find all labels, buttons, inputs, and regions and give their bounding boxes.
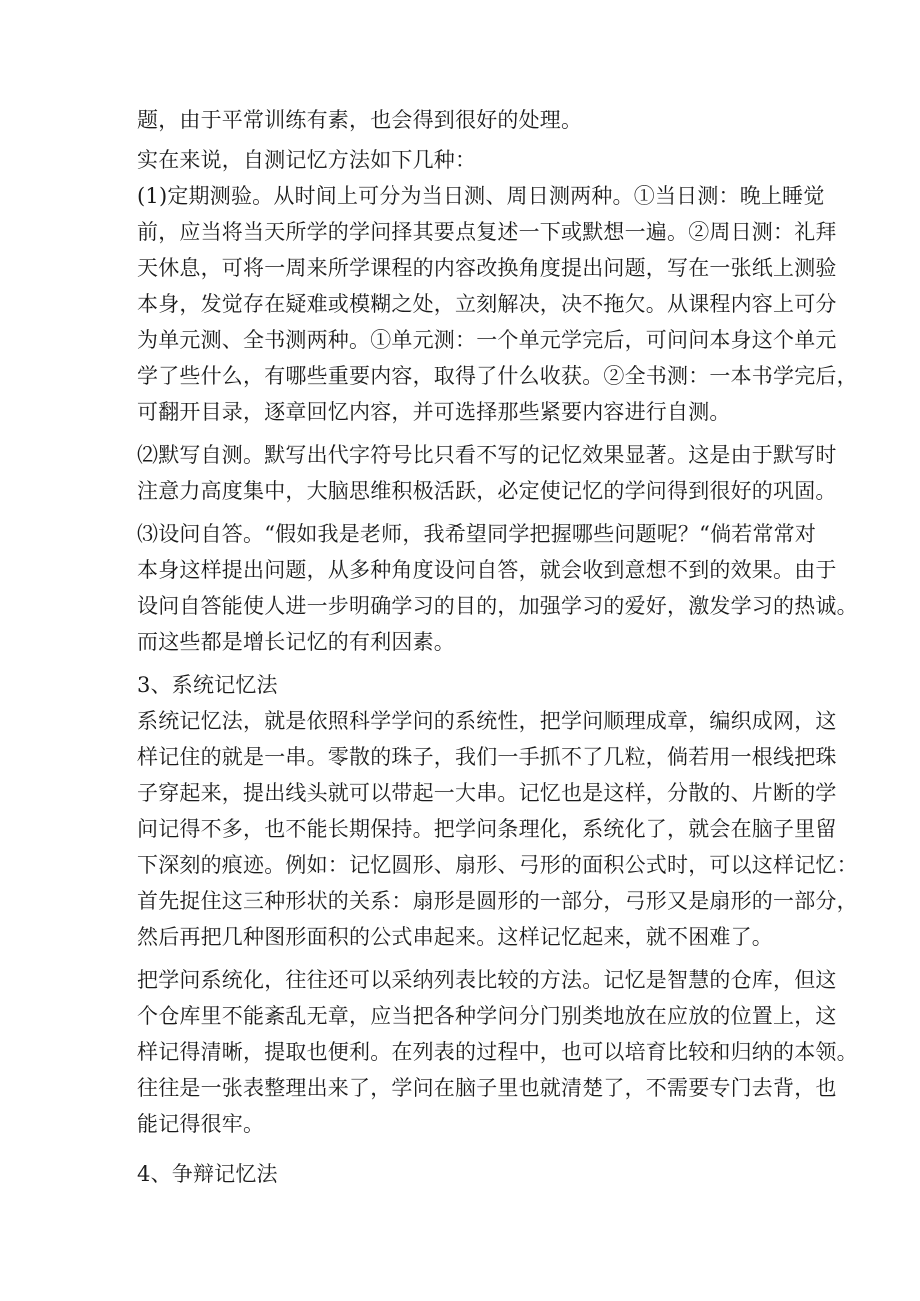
text-line: 而这些都是增长记忆的有利因素。 — [137, 630, 455, 654]
text-line: 问记得不多，也不能长期保持。把学问条理化，系统化了，就会在脑子里留 — [137, 817, 837, 841]
text-line: 然后再把几种图形面积的公式串起来。这样记忆起来，就不困难了。 — [137, 925, 773, 949]
text-line: 前，应当将当天所学的学问择其要点复述一下或默想一遍。②周日测：礼拜 — [137, 220, 837, 244]
text-line: 子穿起来，提出线头就可以带起一大串。记忆也是这样，分散的、片断的学 — [137, 781, 837, 805]
text-line: 实在来说，自测记忆方法如下几种： — [137, 148, 477, 172]
text-line: 样记住的就是一串。零散的珠子，我们一手抓不了几粒，倘若用一根线把珠 — [137, 745, 837, 769]
section-heading: 4、争辩记忆法 — [137, 1162, 278, 1186]
text-line: 本身，发觉存在疑难或模糊之处，立刻解决，决不拖欠。从课程内容上可分 — [137, 292, 837, 316]
text-line: 可翻开目录，逐章回忆内容，并可选择那些紧要内容进行自测。 — [137, 400, 731, 424]
text-line: 学了些什么，有哪些重要内容，取得了什么收获。②全书测：一本书学完后， — [137, 364, 858, 388]
text-line: 天休息，可将一周来所学课程的内容改换角度提出问题，写在一张纸上测验 — [137, 256, 837, 280]
text-line: 设问自答能使人进一步明确学习的目的，加强学习的爱好，激发学习的热诚。 — [137, 594, 858, 618]
text-line: 能记得很牢。 — [137, 1112, 265, 1136]
text-line: ⑵默写自测。默写出代字符号比只看不写的记忆效果显著。这是由于默写时 — [137, 443, 837, 467]
text-line: 样记得清晰，提取也便利。在列表的过程中，也可以培育比较和归纳的本领。 — [137, 1040, 858, 1064]
text-line: 往往是一张表整理出来了，学问在脑子里也就清楚了，不需要专门去背，也 — [137, 1076, 837, 1100]
text-line: (1)定期测验。从时间上可分为当日测、周日测两种。①当日测：晚上睡觉 — [137, 184, 825, 208]
section-heading: 3、系统记忆法 — [137, 673, 278, 697]
text-line: 个仓库里不能紊乱无章，应当把各种学问分门别类地放在应放的位置上，这 — [137, 1004, 837, 1028]
text-line: 系统记忆法，就是依照科学学问的系统性，把学问顺理成章，编织成网，这 — [137, 709, 837, 733]
text-line: 下深刻的痕迹。例如：记忆圆形、扇形、弓形的面积公式时，可以这样记忆： — [137, 853, 858, 877]
text-line: 把学问系统化，往往还可以采纳列表比较的方法。记忆是智慧的仓库，但这 — [137, 968, 837, 992]
text-line: 本身这样提出问题，从多种角度设问自答，就会收到意想不到的效果。由于 — [137, 558, 837, 582]
text-line: 首先捉住这三种形状的关系：扇形是圆形的一部分，弓形又是扇形的一部分， — [137, 889, 858, 913]
text-line: 为单元测、全书测两种。①单元测：一个单元学完后，可问问本身这个单元 — [137, 328, 837, 352]
text-line: ⑶设问自答。“假如我是老师，我希望同学把握哪些问题呢？“倘若常常对 — [137, 522, 817, 546]
text-line: 注意力高度集中，大脑思维积极活跃，必定使记忆的学问得到很好的巩固。 — [137, 479, 837, 503]
text-line: 题，由于平常训练有素，也会得到很好的处理。 — [137, 108, 583, 132]
